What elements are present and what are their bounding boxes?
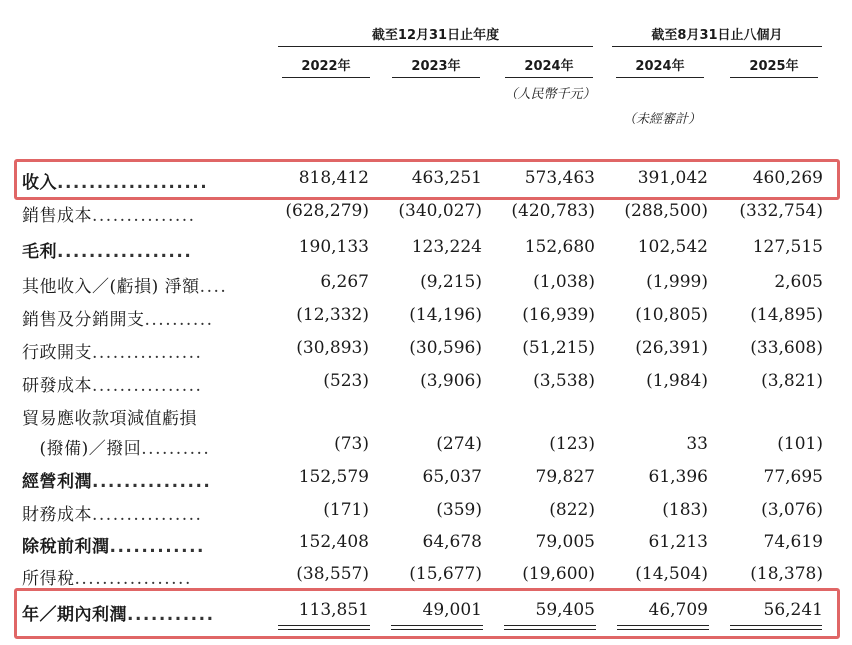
table-row <box>0 197 852 229</box>
row-value-col-1: (523) <box>323 371 369 391</box>
row-value-col-2: 65,037 <box>422 467 482 487</box>
row-label <box>22 338 202 363</box>
row-label <box>22 371 202 396</box>
row-value-col-3: (420,783) <box>511 201 595 221</box>
row-label-text: 銷售成本 <box>22 206 92 226</box>
row-value-col-1: 152,579 <box>298 467 369 487</box>
year-header-3: 2024年 <box>524 59 574 74</box>
row-label <box>22 305 214 330</box>
year-rule-5 <box>730 77 818 78</box>
row-value-col-2: 123,224 <box>411 237 482 257</box>
row-leader-dots: ................. <box>74 569 192 589</box>
row-value-col-1: (30,893) <box>296 338 369 358</box>
row-value-col-4: (26,391) <box>635 338 708 358</box>
row-value-col-5: (101) <box>777 434 823 454</box>
row-value-col-3: (51,215) <box>522 338 595 358</box>
row-value-col-4: (14,504) <box>635 564 708 584</box>
row-value-col-2: (359) <box>436 500 482 520</box>
header-group-months-rule <box>612 46 822 47</box>
row-value-col-2: (3,906) <box>420 371 482 391</box>
header-group-years: 截至12月31日止年度 <box>371 28 500 43</box>
row-value-col-2: 463,251 <box>411 168 482 188</box>
total-double-rule-4 <box>617 625 709 630</box>
row-label <box>22 467 211 492</box>
row-value-col-1: 818,412 <box>298 168 369 188</box>
row-value-col-5: (3,821) <box>761 371 823 391</box>
row-value-col-1: (628,279) <box>285 201 369 221</box>
row-label-text: 研發成本 <box>22 376 92 396</box>
row-label <box>22 168 208 193</box>
row-value-col-2: (274) <box>436 434 482 454</box>
year-header-1: 2022年 <box>301 59 351 74</box>
year-rule-3 <box>505 77 593 78</box>
row-value-col-4: 391,042 <box>637 168 708 188</box>
row-value-col-5: (33,608) <box>750 338 823 358</box>
row-value-col-5: (332,754) <box>739 201 823 221</box>
row-value-col-4: (1,999) <box>646 272 708 292</box>
row-value-col-3: (16,939) <box>522 305 595 325</box>
table-row <box>0 463 852 495</box>
row-label <box>22 237 192 262</box>
row-value-col-3: (123) <box>549 434 595 454</box>
row-label-text: 所得稅 <box>22 569 75 589</box>
row-value-col-4: 61,396 <box>648 467 708 487</box>
year-rule-4 <box>616 77 704 78</box>
table-row <box>0 367 852 399</box>
row-leader-dots: ................... <box>57 173 209 193</box>
row-value-col-4: 33 <box>686 434 708 454</box>
row-value-col-4: 46,709 <box>648 600 708 620</box>
row-value-col-3: 79,827 <box>535 467 595 487</box>
row-label-text: 行政開支 <box>22 343 92 363</box>
row-label-text: 其他收入／(虧損) 淨額 <box>22 277 200 297</box>
header-group-months: 截至8月31日止八個月 <box>651 28 783 43</box>
row-label-text: (撥備)／撥回 <box>22 439 142 459</box>
total-double-rule-3 <box>504 625 596 630</box>
row-label-text: 財務成本 <box>22 505 92 525</box>
table-row <box>0 268 852 300</box>
table-row <box>0 400 852 432</box>
row-leader-dots: .......... <box>144 310 214 330</box>
row-label <box>22 500 202 525</box>
row-label-text: 經營利潤 <box>22 472 92 492</box>
row-value-col-1: (73) <box>334 434 369 454</box>
row-value-col-2: (15,677) <box>409 564 482 584</box>
year-rule-1 <box>282 77 370 78</box>
table-row <box>0 528 852 560</box>
table-row <box>0 596 852 628</box>
row-value-col-4: (288,500) <box>624 201 708 221</box>
row-value-col-3: (19,600) <box>522 564 595 584</box>
unit-note: （人民幣千元） <box>504 87 596 102</box>
row-value-col-2: (14,196) <box>409 305 482 325</box>
row-label-text: 毛利 <box>22 242 57 262</box>
row-value-col-1: (38,557) <box>296 564 369 584</box>
table-row <box>0 496 852 528</box>
row-value-col-4: (183) <box>662 500 708 520</box>
row-value-col-3: (1,038) <box>533 272 595 292</box>
row-leader-dots: ........... <box>127 605 215 625</box>
table-row <box>0 430 852 462</box>
year-rule-2 <box>392 77 480 78</box>
row-value-col-1: (171) <box>323 500 369 520</box>
header-group-years-rule <box>278 46 593 47</box>
year-header-4: 2024年 <box>635 59 685 74</box>
row-value-col-3: 59,405 <box>535 600 595 620</box>
table-row <box>0 233 852 265</box>
row-leader-dots: .......... <box>141 439 211 459</box>
row-value-col-1: 6,267 <box>320 272 369 292</box>
row-leader-dots: ................ <box>92 376 203 396</box>
row-value-col-4: (1,984) <box>646 371 708 391</box>
row-label <box>22 564 192 589</box>
row-value-col-1: (12,332) <box>296 305 369 325</box>
row-value-col-3: (3,538) <box>533 371 595 391</box>
row-label-text: 年／期內利潤 <box>22 605 127 625</box>
row-value-col-5: 127,515 <box>752 237 823 257</box>
row-value-col-5: 56,241 <box>763 600 823 620</box>
row-value-col-5: 460,269 <box>752 168 823 188</box>
row-value-col-1: 152,408 <box>298 532 369 552</box>
row-value-col-5: 2,605 <box>774 272 823 292</box>
row-label <box>22 404 197 429</box>
unaudited-note: （未經審計） <box>622 112 701 127</box>
row-value-col-2: (9,215) <box>420 272 482 292</box>
row-label <box>22 532 205 557</box>
row-value-col-4: 61,213 <box>648 532 708 552</box>
row-leader-dots: ................ <box>92 505 203 525</box>
row-value-col-5: 77,695 <box>763 467 823 487</box>
row-leader-dots: ............... <box>92 206 196 226</box>
row-value-col-2: (340,027) <box>398 201 482 221</box>
total-double-rule-1 <box>278 625 370 630</box>
year-header-5: 2025年 <box>749 59 799 74</box>
row-value-col-2: 64,678 <box>422 532 482 552</box>
row-leader-dots: ................. <box>57 242 193 262</box>
row-value-col-2: 49,001 <box>422 600 482 620</box>
row-label-text: 收入 <box>22 173 57 193</box>
row-label-text: 銷售及分銷開支 <box>22 310 145 330</box>
row-label <box>22 201 196 226</box>
row-leader-dots: .... <box>199 277 228 297</box>
row-value-col-3: (822) <box>549 500 595 520</box>
row-value-col-4: 102,542 <box>637 237 708 257</box>
row-label <box>22 272 227 297</box>
row-value-col-3: 573,463 <box>524 168 595 188</box>
row-value-col-5: (18,378) <box>750 564 823 584</box>
row-value-col-5: (14,895) <box>750 305 823 325</box>
row-label-text: 貿易應收款項減值虧損 <box>22 409 197 429</box>
row-value-col-3: 79,005 <box>535 532 595 552</box>
row-leader-dots: ............... <box>92 472 212 492</box>
row-value-col-5: (3,076) <box>761 500 823 520</box>
row-leader-dots: ............ <box>109 537 205 557</box>
row-value-col-3: 152,680 <box>524 237 595 257</box>
row-value-col-2: (30,596) <box>409 338 482 358</box>
table-row <box>0 301 852 333</box>
row-value-col-4: (10,805) <box>635 305 708 325</box>
row-value-col-1: 113,851 <box>298 600 369 620</box>
table-row <box>0 334 852 366</box>
row-value-col-5: 74,619 <box>763 532 823 552</box>
row-label <box>22 434 210 459</box>
total-double-rule-2 <box>391 625 483 630</box>
table-row <box>0 164 852 196</box>
row-label-text: 除稅前利潤 <box>22 537 110 557</box>
row-label <box>22 600 215 625</box>
year-header-2: 2023年 <box>411 59 461 74</box>
total-double-rule-5 <box>730 625 822 630</box>
row-leader-dots: ................ <box>92 343 203 363</box>
table-row <box>0 560 852 592</box>
row-value-col-1: 190,133 <box>298 237 369 257</box>
